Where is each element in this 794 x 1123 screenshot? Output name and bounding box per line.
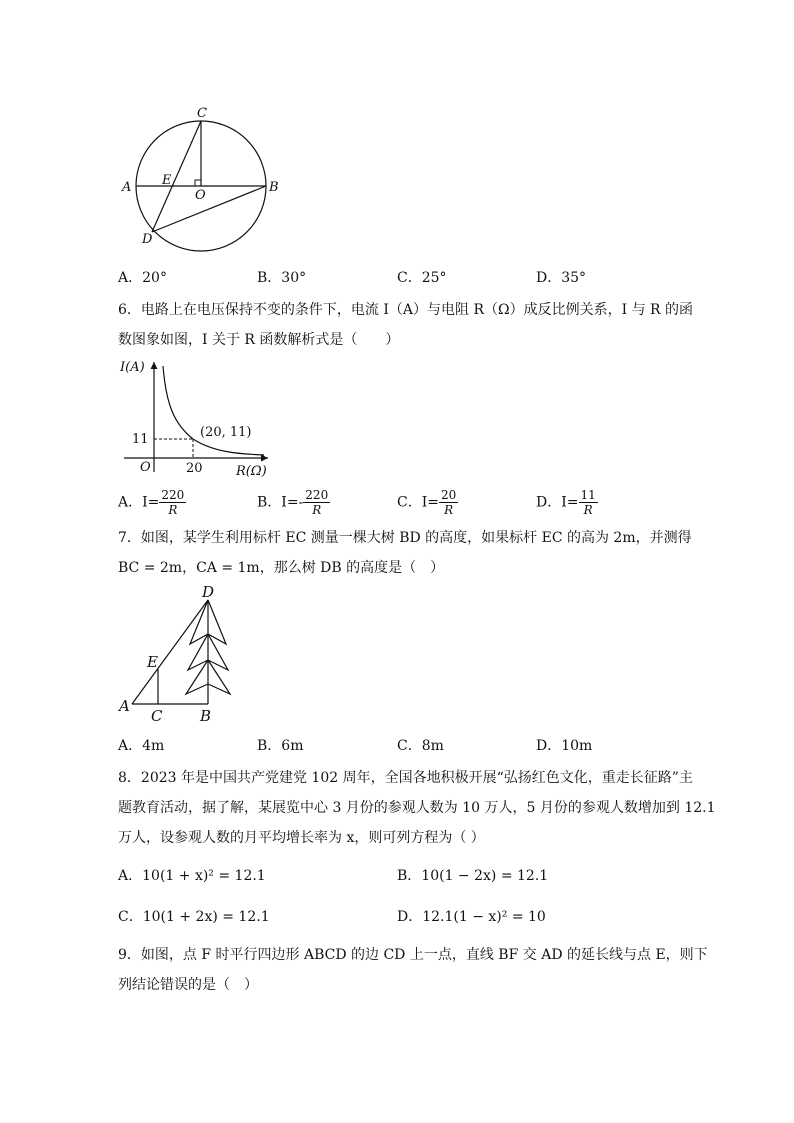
q6-point-label: (20, 11) [200,425,252,440]
q6-stem-line2: 数图象如图，I 关于 R 函数解析式是（ ） [118,332,400,348]
q6-option-c-fraction: $\frac{20}{R}$ [440,488,457,517]
q6-option-c[interactable]: C．I= $\frac{20}{R}$ [397,488,457,517]
q8-stem-line2: 题教育活动，据了解，某展览中心 3 月份的参观人数为 10 万人，5 月份的参观人数增加到 12.1 [118,800,716,816]
q8-stem-line3: 万人，设参观人数的月平均增长率为 x，则可列方程为（ ） [118,830,485,846]
q7-label-d: D [202,586,215,601]
q8-option-b[interactable]: B．10(1 − 2x) = 12.1 [397,868,549,884]
q5-option-d[interactable]: D．35° [536,270,587,286]
q5-label-b: B [269,180,279,195]
q7-label-b: B [200,707,212,725]
q5-label-d: D [142,232,153,247]
q9-stem-line2: 列结论错误的是（ ） [118,977,258,993]
q9-stem-line1: 9．如图，点 F 时平行四边形 ABCD 的边 CD 上一点，直线 BF 交 AD 的延长线与点 E，则下 [118,947,708,963]
q7-stem-line2: BC = 2m，CA = 1m，那么树 DB 的高度是（ ） [118,560,445,576]
q7-sight-line-ad [132,600,208,704]
q7-stem-line1: 7．如图，某学生利用标杆 EC 测量一棵大树 BD 的高度，如果标杆 EC 的高为 2m，并测得 [118,530,692,546]
q8-option-c[interactable]: C．10(1 + 2x) = 12.1 [118,909,270,925]
q6-option-d-fraction: $\frac{11}{R}$ [580,488,596,517]
q6-option-a-fraction: $\frac{220}{R}$ [161,488,185,517]
q5-option-c[interactable]: C．25° [397,270,447,286]
q7-option-a[interactable]: A．4m [118,738,165,754]
q8-option-d[interactable]: D．12.1(1 − x)² = 10 [397,909,546,925]
q6-option-d[interactable]: D．I= $\frac{11}{R}$ [536,488,596,517]
q6-graph [118,354,278,478]
q7-option-b[interactable]: B．6m [257,738,304,754]
q6-option-b[interactable]: B．I=- $\frac{220}{R}$ [257,488,329,517]
q8-option-a[interactable]: A．10(1 + x)² = 12.1 [118,868,266,884]
q6-tick-y: 11 [132,432,149,447]
q6-option-b-fraction: $\frac{220}{R}$ [305,488,329,517]
q5-right-angle-mark [195,180,201,186]
q6-curve [163,366,264,455]
q5-label-e: E [162,173,172,188]
q7-label-c: C [151,707,163,725]
q7-label-e: E [147,653,158,671]
q7-label-a: A [119,697,130,715]
q7-option-d[interactable]: D．10m [536,738,593,754]
q6-origin-label: O [140,460,151,475]
q6-option-a[interactable]: A．I= $\frac{220}{R}$ [118,488,185,517]
q5-label-o: O [195,188,206,203]
q5-label-c: C [197,106,207,121]
q5-option-b[interactable]: B．30° [257,270,307,286]
q6-tick-x: 20 [186,461,203,476]
q6-y-label: I(A) [120,360,145,375]
q6-stem-line1: 6．电路上在电压保持不变的条件下，电流 I（A）与电阻 R（Ω）成反比例关系，I 与 R 的函 [118,302,694,318]
q6-x-label: R(Ω) [236,464,267,478]
q8-stem-line1: 8．2023 年是中国共产党建党 102 周年，全国各地积极开展“弘扬红色文化，重走长征路”主 [118,770,693,786]
q5-label-a: A [122,180,132,195]
q7-tree-figure [116,586,240,726]
q5-option-a[interactable]: A．20° [118,270,167,286]
q7-option-c[interactable]: C．8m [397,738,444,754]
q5-circle-figure [118,102,288,252]
